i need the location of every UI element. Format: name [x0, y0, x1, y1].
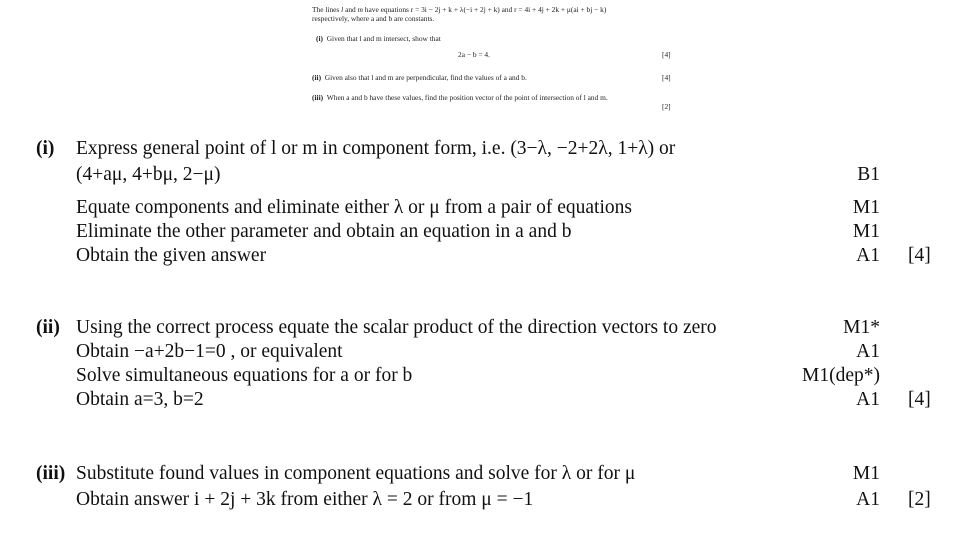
question-part-iii-marks: [2] — [662, 102, 671, 111]
ms-i-line5-mark: A1 — [856, 245, 880, 266]
ms-i-row-2 — [0, 163, 960, 187]
ms-ii-total: [4] — [908, 389, 931, 410]
ms-iii-line2-mark: A1 — [856, 489, 880, 510]
ms-i-line4-mark: M1 — [852, 221, 880, 242]
ms-ii-row-2 — [0, 340, 960, 364]
ms-iii-line2: Obtain answer i + 2j + 3k from either λ = 2 or from μ = −1 — [76, 489, 534, 510]
question-intro-line2: respectively, where a and b are constants. — [312, 14, 435, 23]
question-intro-line1: The lines l and m have equations r = 3i − 2j + k + λ(−i + 2j + k) and r = 4i + 4j + 2k + μ(ai + bj − k) — [312, 5, 607, 14]
question-part-ii: (ii) Given also that l and m are perpendicular, find the values of a and b. — [312, 73, 527, 82]
question-part-i-marks: [4] — [662, 50, 671, 59]
ms-i-line3: Equate components and eliminate either λ or μ from a pair of equations — [76, 197, 632, 218]
ms-i-row-4 — [0, 220, 960, 244]
ms-i-line3-mark: M1 — [852, 197, 880, 218]
question-part-i: (i) Given that l and m intersect, show that — [316, 34, 441, 43]
ms-ii-row-3 — [0, 364, 960, 388]
ms-iii-line1-mark: M1 — [852, 463, 880, 484]
ms-iii-row-1 — [0, 462, 960, 486]
ms-i-total: [4] — [908, 245, 931, 266]
ms-ii-row-1 — [0, 316, 960, 340]
ms-i-line2: (4+aμ, 4+bμ, 2−μ) — [76, 164, 221, 185]
ms-i-line1: Express general point of l or m in component form, i.e. (3−λ, −2+2λ, 1+λ) or — [76, 138, 676, 159]
question-part-i-equation: 2a − b = 4. — [458, 50, 490, 59]
question-part-iii: (iii) When a and b have these values, find the position vector of the point of intersection of l and m. — [312, 93, 608, 102]
ms-iii-row-2 — [0, 488, 960, 512]
ms-ii-line2-mark: A1 — [856, 341, 880, 362]
ms-ii-line4-mark: A1 — [856, 389, 880, 410]
ms-ii-line2: Obtain −a+2b−1=0 , or equivalent — [76, 341, 343, 362]
ms-ii-line1-mark: M1* — [843, 317, 880, 338]
ms-iii-label: (iii) — [36, 463, 66, 484]
ms-ii-line4: Obtain a=3, b=2 — [76, 389, 204, 410]
ms-i-row-1 — [0, 137, 960, 161]
ms-i-line5: Obtain the given answer — [76, 245, 267, 266]
question-part-ii-marks: [4] — [662, 73, 671, 82]
ms-i-row-3 — [0, 196, 960, 220]
ms-ii-row-4 — [0, 388, 960, 412]
ms-ii-line3: Solve simultaneous equations for a or for b — [76, 365, 413, 386]
ms-ii-label: (ii) — [36, 317, 60, 338]
ms-iii-line1: Substitute found values in component equations and solve for λ or for μ — [76, 463, 636, 484]
ms-i-row-5 — [0, 244, 960, 268]
ms-iii-total: [2] — [908, 489, 931, 510]
ms-i-label: (i) — [36, 138, 55, 159]
ms-i-line4: Eliminate the other parameter and obtain an equation in a and b — [76, 221, 572, 242]
ms-ii-line1: Using the correct process equate the scalar product of the direction vectors to zero — [76, 317, 717, 338]
ms-ii-line3-mark: M1(dep*) — [802, 365, 880, 386]
ms-i-line2-mark: B1 — [857, 164, 880, 185]
